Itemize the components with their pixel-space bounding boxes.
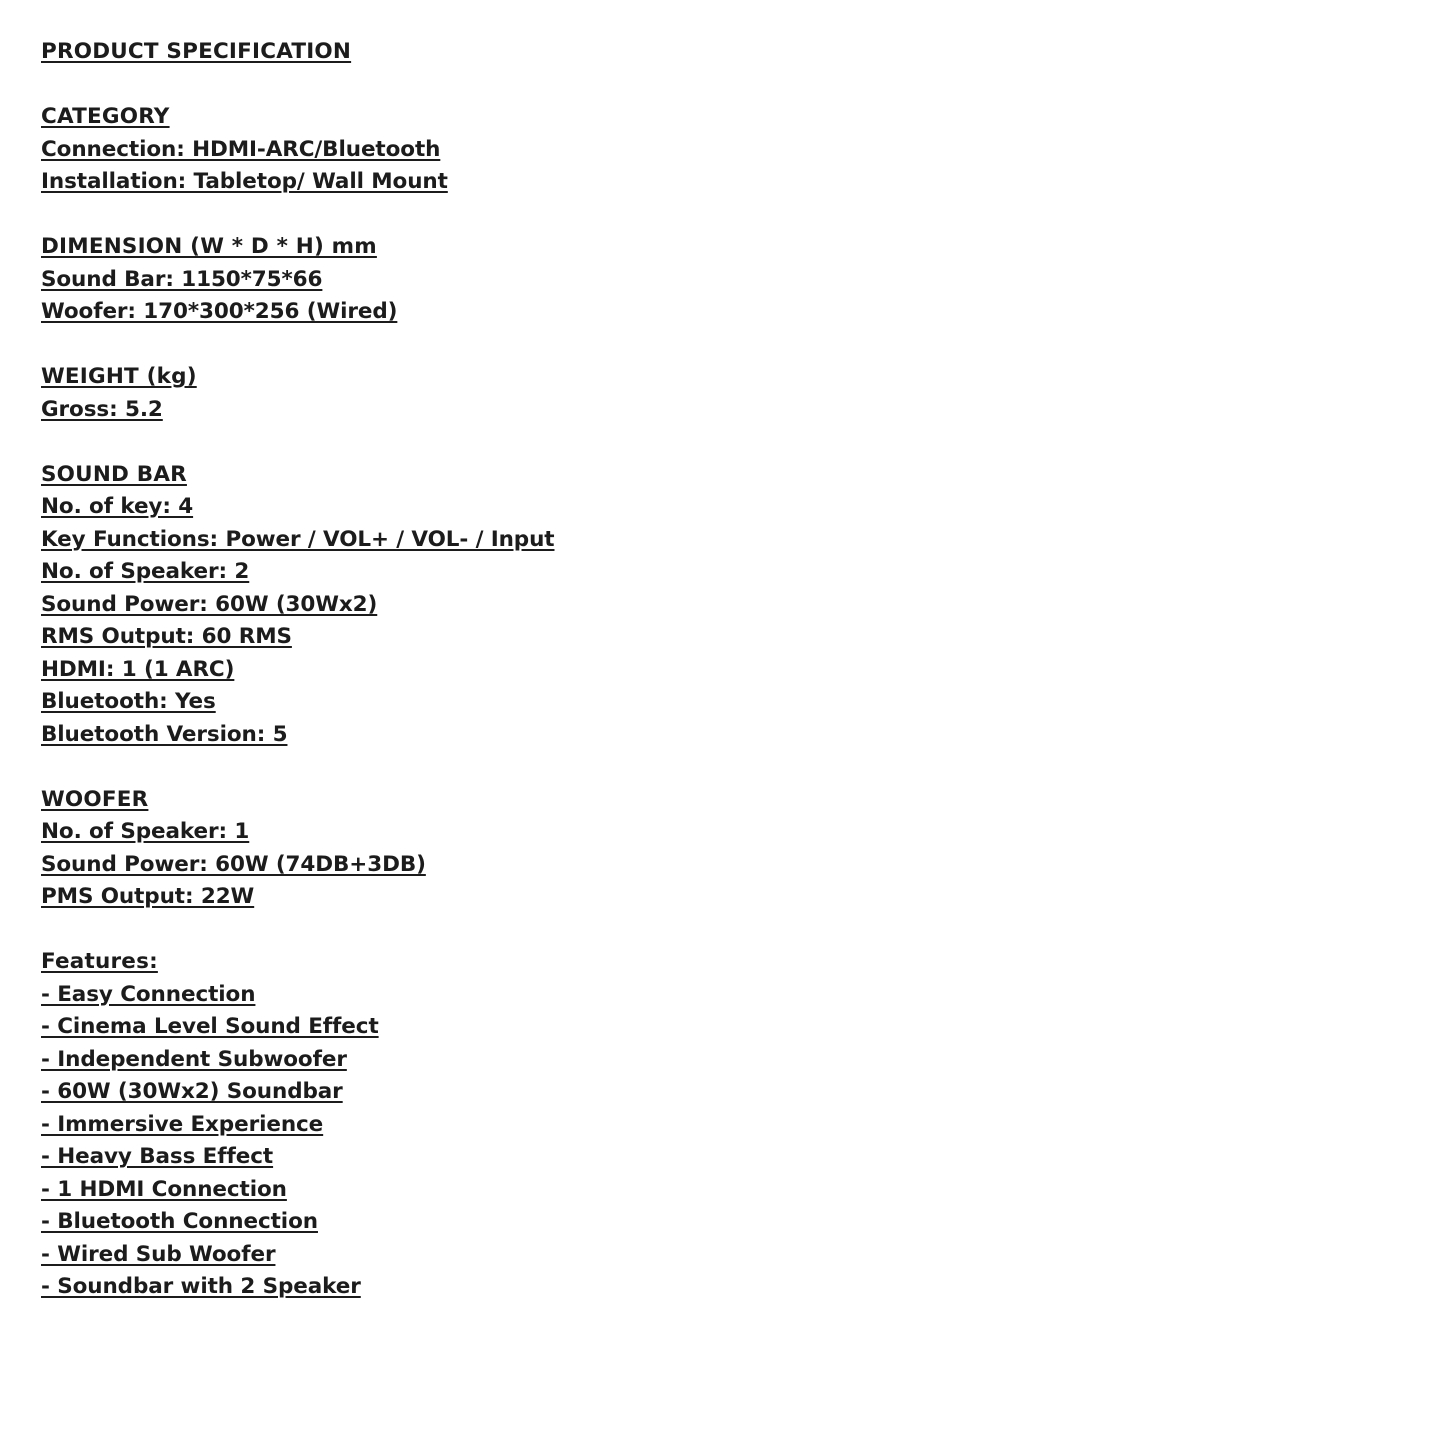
feature-item: - Heavy Bass Effect [41,1144,274,1169]
spec-line: No. of Speaker: 1 [41,819,250,844]
feature-item: - Bluetooth Connection [41,1209,318,1234]
product-specification-sheet [41,36,1400,1304]
spacer [41,329,1400,362]
spec-line: Sound Bar: 1150*75*66 [41,266,323,292]
spec-line: Bluetooth: Yes [41,689,216,714]
spacer [41,751,1400,784]
feature-item: - 60W (30Wx2) Soundbar [41,1079,343,1104]
section-heading-weight: WEIGHT (kg) [41,364,197,389]
feature-item: - Cinema Level Sound Effect [41,1014,379,1039]
spec-line: Installation: Tabletop/ Wall Mount [41,169,448,194]
spacer [41,426,1400,459]
feature-item: - Independent Subwoofer [41,1046,347,1072]
spec-line: No. of Speaker: 2 [41,559,250,584]
spec-line: No. of key: 4 [41,494,194,519]
spacer [41,199,1400,232]
feature-item: - Immersive Experience [41,1111,324,1137]
spec-line: Key Functions: Power / VOL+ / VOL- / Input [41,526,555,552]
section-heading-features: Features: [41,949,158,974]
feature-item: - 1 HDMI Connection [41,1176,287,1202]
spec-line: Woofer: 170*300*256 (Wired) [41,299,398,324]
section-heading-sound-bar: SOUND BAR [41,461,187,487]
spec-line: Gross: 5.2 [41,396,163,422]
spacer [41,69,1400,102]
spec-line: Bluetooth Version: 5 [41,721,288,747]
spec-line: PMS Output: 22W [41,884,255,909]
section-heading-woofer: WOOFER [41,786,149,812]
feature-item: - Wired Sub Woofer [41,1241,276,1267]
spec-line: Sound Power: 60W (30Wx2) [41,591,378,617]
spec-line: RMS Output: 60 RMS [41,624,292,649]
page-title: PRODUCT SPECIFICATION [41,39,352,64]
section-heading-dimension: DIMENSION (W * D * H) mm [41,234,377,259]
spec-line: Sound Power: 60W (74DB+3DB) [41,851,426,877]
section-heading-category: CATEGORY [41,104,170,129]
spec-line: Connection: HDMI-ARC/Bluetooth [41,136,441,162]
feature-item: - Soundbar with 2 Speaker [41,1274,361,1299]
spec-line: HDMI: 1 (1 ARC) [41,656,235,682]
feature-item: - Easy Connection [41,981,256,1007]
spacer [41,914,1400,947]
